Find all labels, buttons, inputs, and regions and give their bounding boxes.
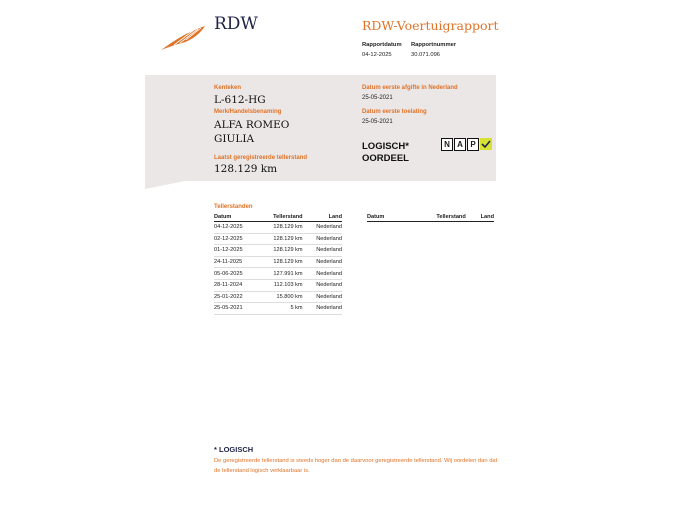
tellerstanden-table-right bbox=[367, 213, 494, 222]
rapportdatum-label: Rapportdatum bbox=[362, 42, 402, 48]
table-row bbox=[214, 233, 342, 245]
rapportdatum-value: 04-12-2025 bbox=[362, 52, 392, 58]
datum-cell: 02-12-2025 bbox=[214, 233, 258, 245]
tellerstand-label: Laatst geregistreerde tellerstand bbox=[214, 155, 308, 161]
merk-label: Merk/Handelsbenaming bbox=[214, 109, 282, 115]
datum-cell: 28-11-2024 bbox=[214, 279, 258, 291]
nap-letter-p: P bbox=[467, 138, 479, 151]
tellerstanden-table bbox=[214, 213, 342, 315]
nap-letter-n: N bbox=[441, 138, 453, 151]
table-row bbox=[214, 291, 342, 303]
oordeel-block bbox=[362, 141, 409, 165]
tellerstand-cell: 128.129 km bbox=[258, 233, 303, 245]
table-row bbox=[214, 256, 342, 268]
tellerstand-cell: 127.991 km bbox=[258, 268, 303, 280]
datum-cell: 05-06-2025 bbox=[214, 268, 258, 280]
footnote-title: * LOGISCH bbox=[214, 445, 254, 454]
tellerstand-cell: 128.129 km bbox=[258, 256, 303, 268]
tellerstand-cell: 5 km bbox=[258, 303, 303, 315]
table-header-row bbox=[367, 213, 494, 222]
nap-letter-a: A bbox=[454, 138, 466, 151]
footnote-text: De geregistreerde tellerstand is steeds hoger dan de daarvoor geregistreerde tellerstand. Wij oordelen dan dat de tellerstand logisch verklaarbaar is. bbox=[214, 458, 498, 474]
datum-cell: 25-01-2022 bbox=[214, 291, 258, 303]
col-datum: Datum bbox=[214, 213, 258, 222]
toelating-value: 25-05-2021 bbox=[362, 119, 393, 125]
land-cell: Nederland bbox=[303, 233, 342, 245]
kenteken-label: Kenteken bbox=[214, 85, 242, 91]
tellerstand-cell: 112.103 km bbox=[258, 279, 303, 291]
table-row bbox=[214, 303, 342, 315]
report-title: RDW-Voertuigrapport bbox=[362, 18, 499, 33]
datum-cell: 25-05-2021 bbox=[214, 303, 258, 315]
tellerstand-cell: 128.129 km bbox=[258, 245, 303, 257]
table-row bbox=[214, 268, 342, 280]
tellerstand-cell: 15.800 km bbox=[258, 291, 303, 303]
afgifte-label: Datum eerste afgifte in Nederland bbox=[362, 85, 458, 91]
land-cell: Nederland bbox=[303, 279, 342, 291]
datum-cell: 04-12-2025 bbox=[214, 222, 258, 234]
tellerstanden-title: Tellerstanden bbox=[214, 204, 253, 210]
rapportnummer-label: Rapportnummer bbox=[411, 42, 457, 48]
model-value: GIULIA bbox=[214, 133, 255, 145]
land-cell: Nederland bbox=[303, 245, 342, 257]
kenteken-value: L-612-HG bbox=[214, 94, 266, 106]
panel-notch bbox=[145, 181, 185, 189]
oordeel-line-1: LOGISCH* bbox=[362, 141, 409, 152]
brand-name: RDW bbox=[214, 14, 258, 34]
land-cell: Nederland bbox=[303, 256, 342, 268]
tellerstand-cell: 128.129 km bbox=[258, 222, 303, 234]
datum-cell: 24-11-2025 bbox=[214, 256, 258, 268]
table-row bbox=[214, 222, 342, 234]
col-land: Land bbox=[303, 213, 342, 222]
col-tellerstand: Tellerstand bbox=[404, 213, 466, 222]
tellerstand-value: 128.129 km bbox=[214, 163, 278, 175]
merk-value: ALFA ROMEO bbox=[214, 119, 290, 131]
datum-cell: 01-12-2025 bbox=[214, 245, 258, 257]
col-tellerstand: Tellerstand bbox=[258, 213, 303, 222]
land-cell: Nederland bbox=[303, 303, 342, 315]
land-cell: Nederland bbox=[303, 222, 342, 234]
col-land: Land bbox=[466, 213, 494, 222]
oordeel-line-2: OORDEEL bbox=[362, 153, 409, 164]
nap-badge bbox=[441, 138, 492, 150]
table-row bbox=[214, 279, 342, 291]
table-row bbox=[214, 245, 342, 257]
land-cell: Nederland bbox=[303, 268, 342, 280]
table-header-row bbox=[214, 213, 342, 222]
afgifte-value: 25-05-2021 bbox=[362, 95, 393, 101]
toelating-label: Datum eerste toelating bbox=[362, 109, 427, 115]
rapportnummer-value: 30.071.096 bbox=[411, 52, 441, 58]
land-cell: Nederland bbox=[303, 291, 342, 303]
checkmark-icon bbox=[480, 138, 492, 150]
col-datum: Datum bbox=[367, 213, 404, 222]
rdw-feather-logo-icon bbox=[160, 24, 206, 52]
